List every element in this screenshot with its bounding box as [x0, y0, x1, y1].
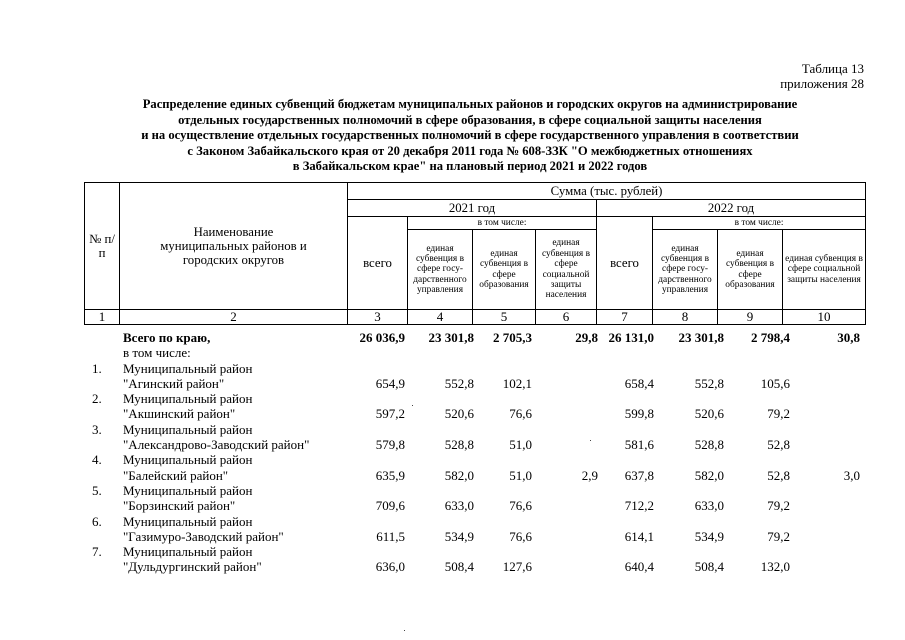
- cell-value: 552,8: [444, 375, 474, 391]
- district-name: "Балейский район": [123, 467, 229, 483]
- cell-value: 79,2: [767, 498, 790, 514]
- col-number: 10: [783, 310, 866, 325]
- cell-value: 528,8: [694, 437, 724, 453]
- cell-value: 712,2: [624, 498, 654, 514]
- sub-edu-2021-header: единая субвенция в сфере образования: [473, 230, 536, 310]
- cell-value: 127,6: [502, 559, 532, 575]
- district-type: Муниципальный район: [123, 513, 253, 529]
- district-name: "Александрово-Заводский район": [123, 437, 310, 453]
- cell-value: 51,0: [509, 467, 532, 483]
- sub-gov-2022-header: единая субвенция в сфере госу-дарственного управления: [653, 230, 718, 310]
- cell-value: 508,4: [444, 559, 474, 575]
- totals-sub-row: [84, 345, 865, 360]
- district-name: "Дульдургинский район": [123, 559, 262, 575]
- district-type: Муниципальный район: [123, 391, 253, 407]
- cell-value: 611,5: [376, 528, 405, 544]
- sub-soc-2022-header: единая субвенция в сфере социальной защиты населения: [783, 230, 866, 310]
- district-type: Муниципальный район: [123, 544, 253, 560]
- table-label: Таблица 13: [801, 61, 864, 76]
- sum-header: Сумма (тыс. рублей): [348, 183, 866, 200]
- district-row-line1: [84, 391, 865, 406]
- cell-value: 79,2: [767, 406, 790, 422]
- cell-value: 534,9: [694, 528, 724, 544]
- totals-label: Всего по краю,: [123, 330, 211, 345]
- cell-value: 599,8: [624, 406, 654, 422]
- totals-sub-label: в том числе:: [123, 345, 191, 361]
- table-reference: [780, 61, 864, 91]
- appendix-label: приложения 28: [780, 76, 864, 91]
- cell-value: 658,4: [624, 375, 654, 391]
- cell-value: 2,9: [581, 467, 598, 483]
- cell-value: 597,2: [375, 406, 405, 422]
- table-header: [84, 182, 866, 325]
- col-number: 2: [120, 310, 348, 325]
- title-line: в Забайкальском крае" на плановый период 2021 и 2022 годов: [292, 159, 648, 173]
- cell-value: 23 301,8: [678, 330, 724, 345]
- sub-gov-2021-header: единая субвенция в сфере госу-дарственного управления: [408, 230, 473, 310]
- col-number: 9: [718, 310, 783, 325]
- cell-value: 30,8: [837, 330, 860, 345]
- year-2022-header: 2022 год: [597, 200, 866, 217]
- cell-value: 26 036,9: [359, 330, 405, 345]
- including-2021-header: в том числе:: [408, 217, 597, 230]
- scan-speck: [590, 440, 591, 441]
- title-line: отдельных государственных полномочий в сфере образования, в сфере социальной защиты населения: [178, 112, 762, 127]
- col-name-header: Наименование муниципальных районов и городских округов: [120, 183, 348, 310]
- cell-value: 76,6: [509, 498, 532, 514]
- total-2022-header: всего: [597, 217, 653, 310]
- col-no-header: № п/п: [85, 183, 120, 310]
- district-name: "Агинский район": [123, 375, 225, 391]
- cell-value: 552,8: [694, 375, 724, 391]
- row-number: 5.: [92, 482, 102, 498]
- total-2021-header: всего: [348, 217, 408, 310]
- row-number: 6.: [92, 513, 102, 529]
- district-row-line2: [84, 498, 865, 513]
- cell-value: 105,6: [760, 375, 790, 391]
- cell-value: 132,0: [760, 559, 790, 575]
- district-row-line1: [84, 514, 865, 529]
- district-type: Муниципальный район: [123, 421, 253, 437]
- sub-soc-2021-header: единая субвенция в сфере социальной защиты населения: [536, 230, 597, 310]
- cell-value: 51,0: [509, 437, 532, 453]
- cell-value: 520,6: [444, 406, 474, 422]
- totals-row: [84, 330, 865, 345]
- district-row-line2: [84, 437, 865, 452]
- cell-value: 637,8: [624, 467, 654, 483]
- row-number: 7.: [92, 544, 102, 560]
- cell-value: 582,0: [444, 467, 474, 483]
- cell-value: 508,4: [694, 559, 724, 575]
- district-row-line1: [84, 544, 865, 559]
- cell-value: 534,9: [444, 528, 474, 544]
- col-number: 5: [473, 310, 536, 325]
- cell-value: 102,1: [502, 375, 532, 391]
- district-row-line1: [84, 422, 865, 437]
- title-line: с Законом Забайкальского края от 20 декабря 2011 года № 608-ЗЗК "О межбюджетных отношениях: [187, 143, 753, 158]
- district-row-line2: [84, 406, 865, 421]
- document-title: [90, 97, 850, 175]
- title-line: Распределение единых субвенций бюджетам муниципальных районов и городских округов на администрирование: [142, 97, 798, 111]
- scan-speck: [412, 405, 413, 406]
- district-type: Муниципальный район: [123, 360, 253, 376]
- table-body: [84, 330, 865, 575]
- col-number: 1: [85, 310, 120, 325]
- cell-value: 29,8: [575, 330, 598, 345]
- district-row-line2: [84, 468, 865, 483]
- sub-edu-2022-header: единая субвенция в сфере образования: [718, 230, 783, 310]
- cell-value: 581,6: [624, 437, 654, 453]
- col-number: 6: [536, 310, 597, 325]
- row-number: 4.: [92, 452, 102, 468]
- title-line: и на осуществление отдельных государственных полномочий в сфере государственного управления в соответствии: [141, 128, 799, 142]
- cell-value: 52,8: [767, 467, 790, 483]
- cell-value: 640,4: [624, 559, 654, 575]
- row-number: 2.: [92, 391, 102, 407]
- cell-value: 520,6: [694, 406, 724, 422]
- including-2022-header: в том числе:: [653, 217, 866, 230]
- cell-value: 76,6: [509, 528, 532, 544]
- district-row-line1: [84, 483, 865, 498]
- district-name: "Газимуро-Заводский район": [123, 528, 284, 544]
- cell-value: 26 131,0: [608, 330, 654, 345]
- row-number: 3.: [92, 421, 102, 437]
- cell-value: 709,6: [375, 498, 405, 514]
- cell-value: 23 301,8: [428, 330, 474, 345]
- cell-value: 528,8: [444, 437, 474, 453]
- district-row-line2: [84, 376, 865, 391]
- cell-value: 76,6: [509, 406, 532, 422]
- scan-speck: [404, 630, 405, 631]
- cell-value: 582,0: [694, 467, 724, 483]
- district-type: Муниципальный район: [123, 482, 253, 498]
- cell-value: 52,8: [767, 437, 790, 453]
- cell-value: 633,0: [444, 498, 474, 514]
- cell-value: 2 705,3: [493, 330, 532, 345]
- cell-value: 2 798,4: [751, 330, 790, 345]
- cell-value: 3,0: [843, 467, 860, 483]
- col-number: 4: [408, 310, 473, 325]
- district-name: "Акшинский район": [123, 406, 236, 422]
- row-number: 1.: [92, 360, 102, 376]
- district-row-line1: [84, 361, 865, 376]
- cell-value: 636,0: [375, 559, 405, 575]
- district-name: "Борзинский район": [123, 498, 236, 514]
- col-number: 3: [348, 310, 408, 325]
- district-row-line1: [84, 452, 865, 467]
- col-number: 8: [653, 310, 718, 325]
- district-row-line2: [84, 559, 865, 574]
- district-row-line2: [84, 529, 865, 544]
- cell-value: 579,8: [375, 437, 405, 453]
- cell-value: 633,0: [694, 498, 724, 514]
- year-2021-header: 2021 год: [348, 200, 597, 217]
- cell-value: 79,2: [767, 528, 790, 544]
- cell-value: 635,9: [375, 467, 405, 483]
- cell-value: 654,9: [375, 375, 405, 391]
- cell-value: 614,1: [624, 528, 654, 544]
- district-type: Муниципальный район: [123, 452, 253, 468]
- col-number: 7: [597, 310, 653, 325]
